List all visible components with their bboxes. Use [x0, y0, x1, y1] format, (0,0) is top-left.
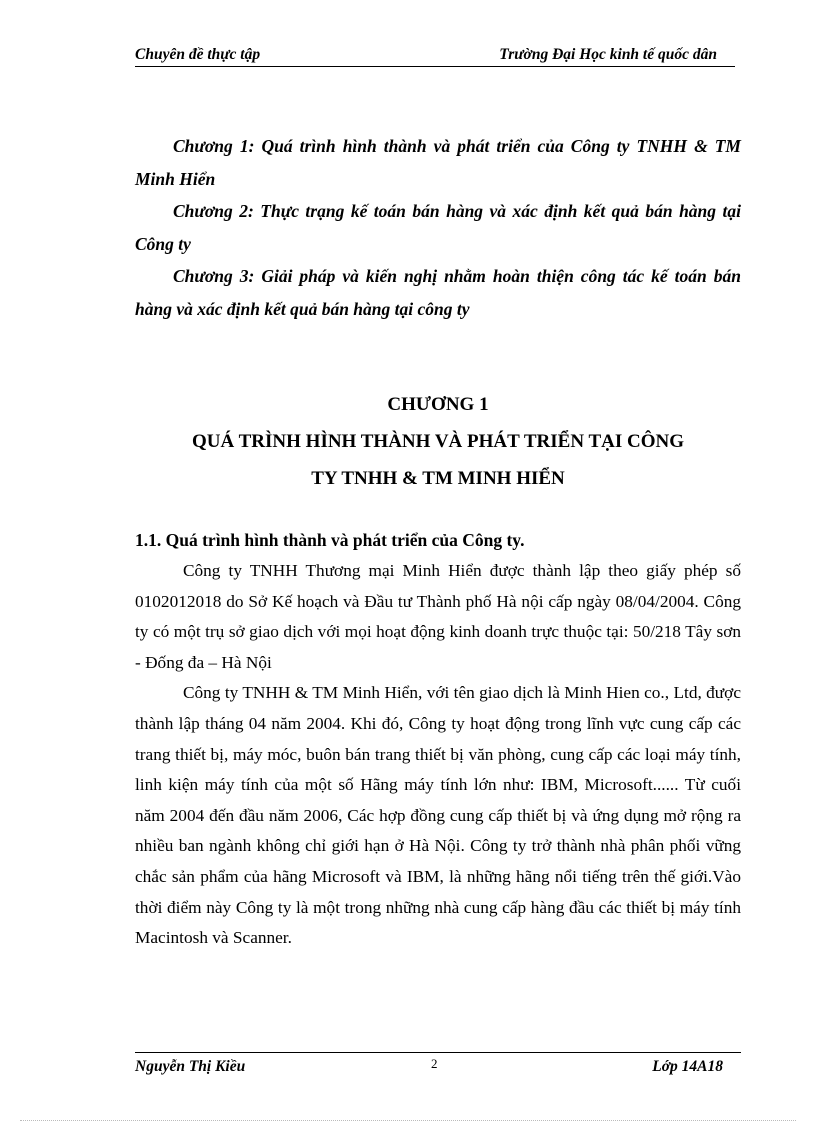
page-header — [135, 44, 735, 67]
chapter-title-line: QUÁ TRÌNH HÌNH THÀNH VÀ PHÁT TRIỂN TẠI CÔNG — [192, 431, 684, 452]
chapter-overview — [135, 130, 741, 325]
chapter-title — [135, 386, 741, 497]
header-topic: Chuyên đề thực tập — [135, 46, 261, 63]
footer-class: Lớp 14A18 — [652, 1058, 723, 1075]
footer-author: Nguyễn Thị Kiều — [135, 1058, 246, 1075]
paragraph: Công ty TNHH & TM Minh Hiển, với tên giao dịch là Minh Hien co., Ltd, được thành lập tháng 04 năm 2004. Khi đó, Công ty hoạt động trong lĩnh vực cung cấp các trang thiết bị, máy móc, buôn bán trang thiết bị văn phòng, cung cấp các loại máy tính, linh kiện máy tính của một số Hãng máy tính lớn như: IBM, Microsoft...... Từ cuối năm 2004 đến đầu năm 2006, Các hợp đồng cung cấp thiết bị và ứng dụng mở rộng ra nhiều ban ngành không chỉ giới hạn ở Hà Nội. Công ty trở thành nhà phân phối vững chắc sản phẩm của hãng Microsoft và IBM, là những hãng nổi tiếng trên thế giới.Vào thời điểm này Công ty là một trong những nhà cung cấp hàng đầu các thiết bị máy tính Macintosh và Scanner. — [135, 683, 741, 948]
section-heading: 1.1. Quá trình hình thành và phát triển của Công ty. — [135, 530, 525, 550]
page-footer — [135, 1052, 741, 1083]
body-text — [135, 556, 741, 954]
header-university: Trường Đại Học kinh tế quốc dân — [499, 46, 717, 63]
chapter-overview-item: Chương 3: Giải pháp và kiến nghị nhằm hoàn thiện công tác kế toán bán hàng và xác định kết quả bán hàng tại công ty — [135, 266, 741, 319]
page-bottom-divider — [20, 1120, 796, 1121]
page-number: 2 — [431, 1056, 438, 1071]
paragraph: Công ty TNHH Thương mại Minh Hiển được thành lập theo giấy phép số 0102012018 do Sở Kế hoạch và Đầu tư Thành phố Hà nội cấp ngày 08/04/2004. Công ty có một trụ sở giao dịch với mọi hoạt động kinh doanh trực thuộc tại: 50/218 Tây sơn - Đống đa – Hà Nội — [135, 561, 741, 672]
chapter-overview-item: Chương 2: Thực trạng kế toán bán hàng và xác định kết quả bán hàng tại Công ty — [135, 201, 741, 254]
chapter-number: CHƯƠNG 1 — [387, 394, 489, 415]
chapter-overview-item: Chương 1: Quá trình hình thành và phát triển của Công ty TNHH & TM Minh Hiển — [135, 136, 741, 189]
chapter-title-line: TY TNHH & TM MINH HIỂN — [311, 468, 565, 489]
